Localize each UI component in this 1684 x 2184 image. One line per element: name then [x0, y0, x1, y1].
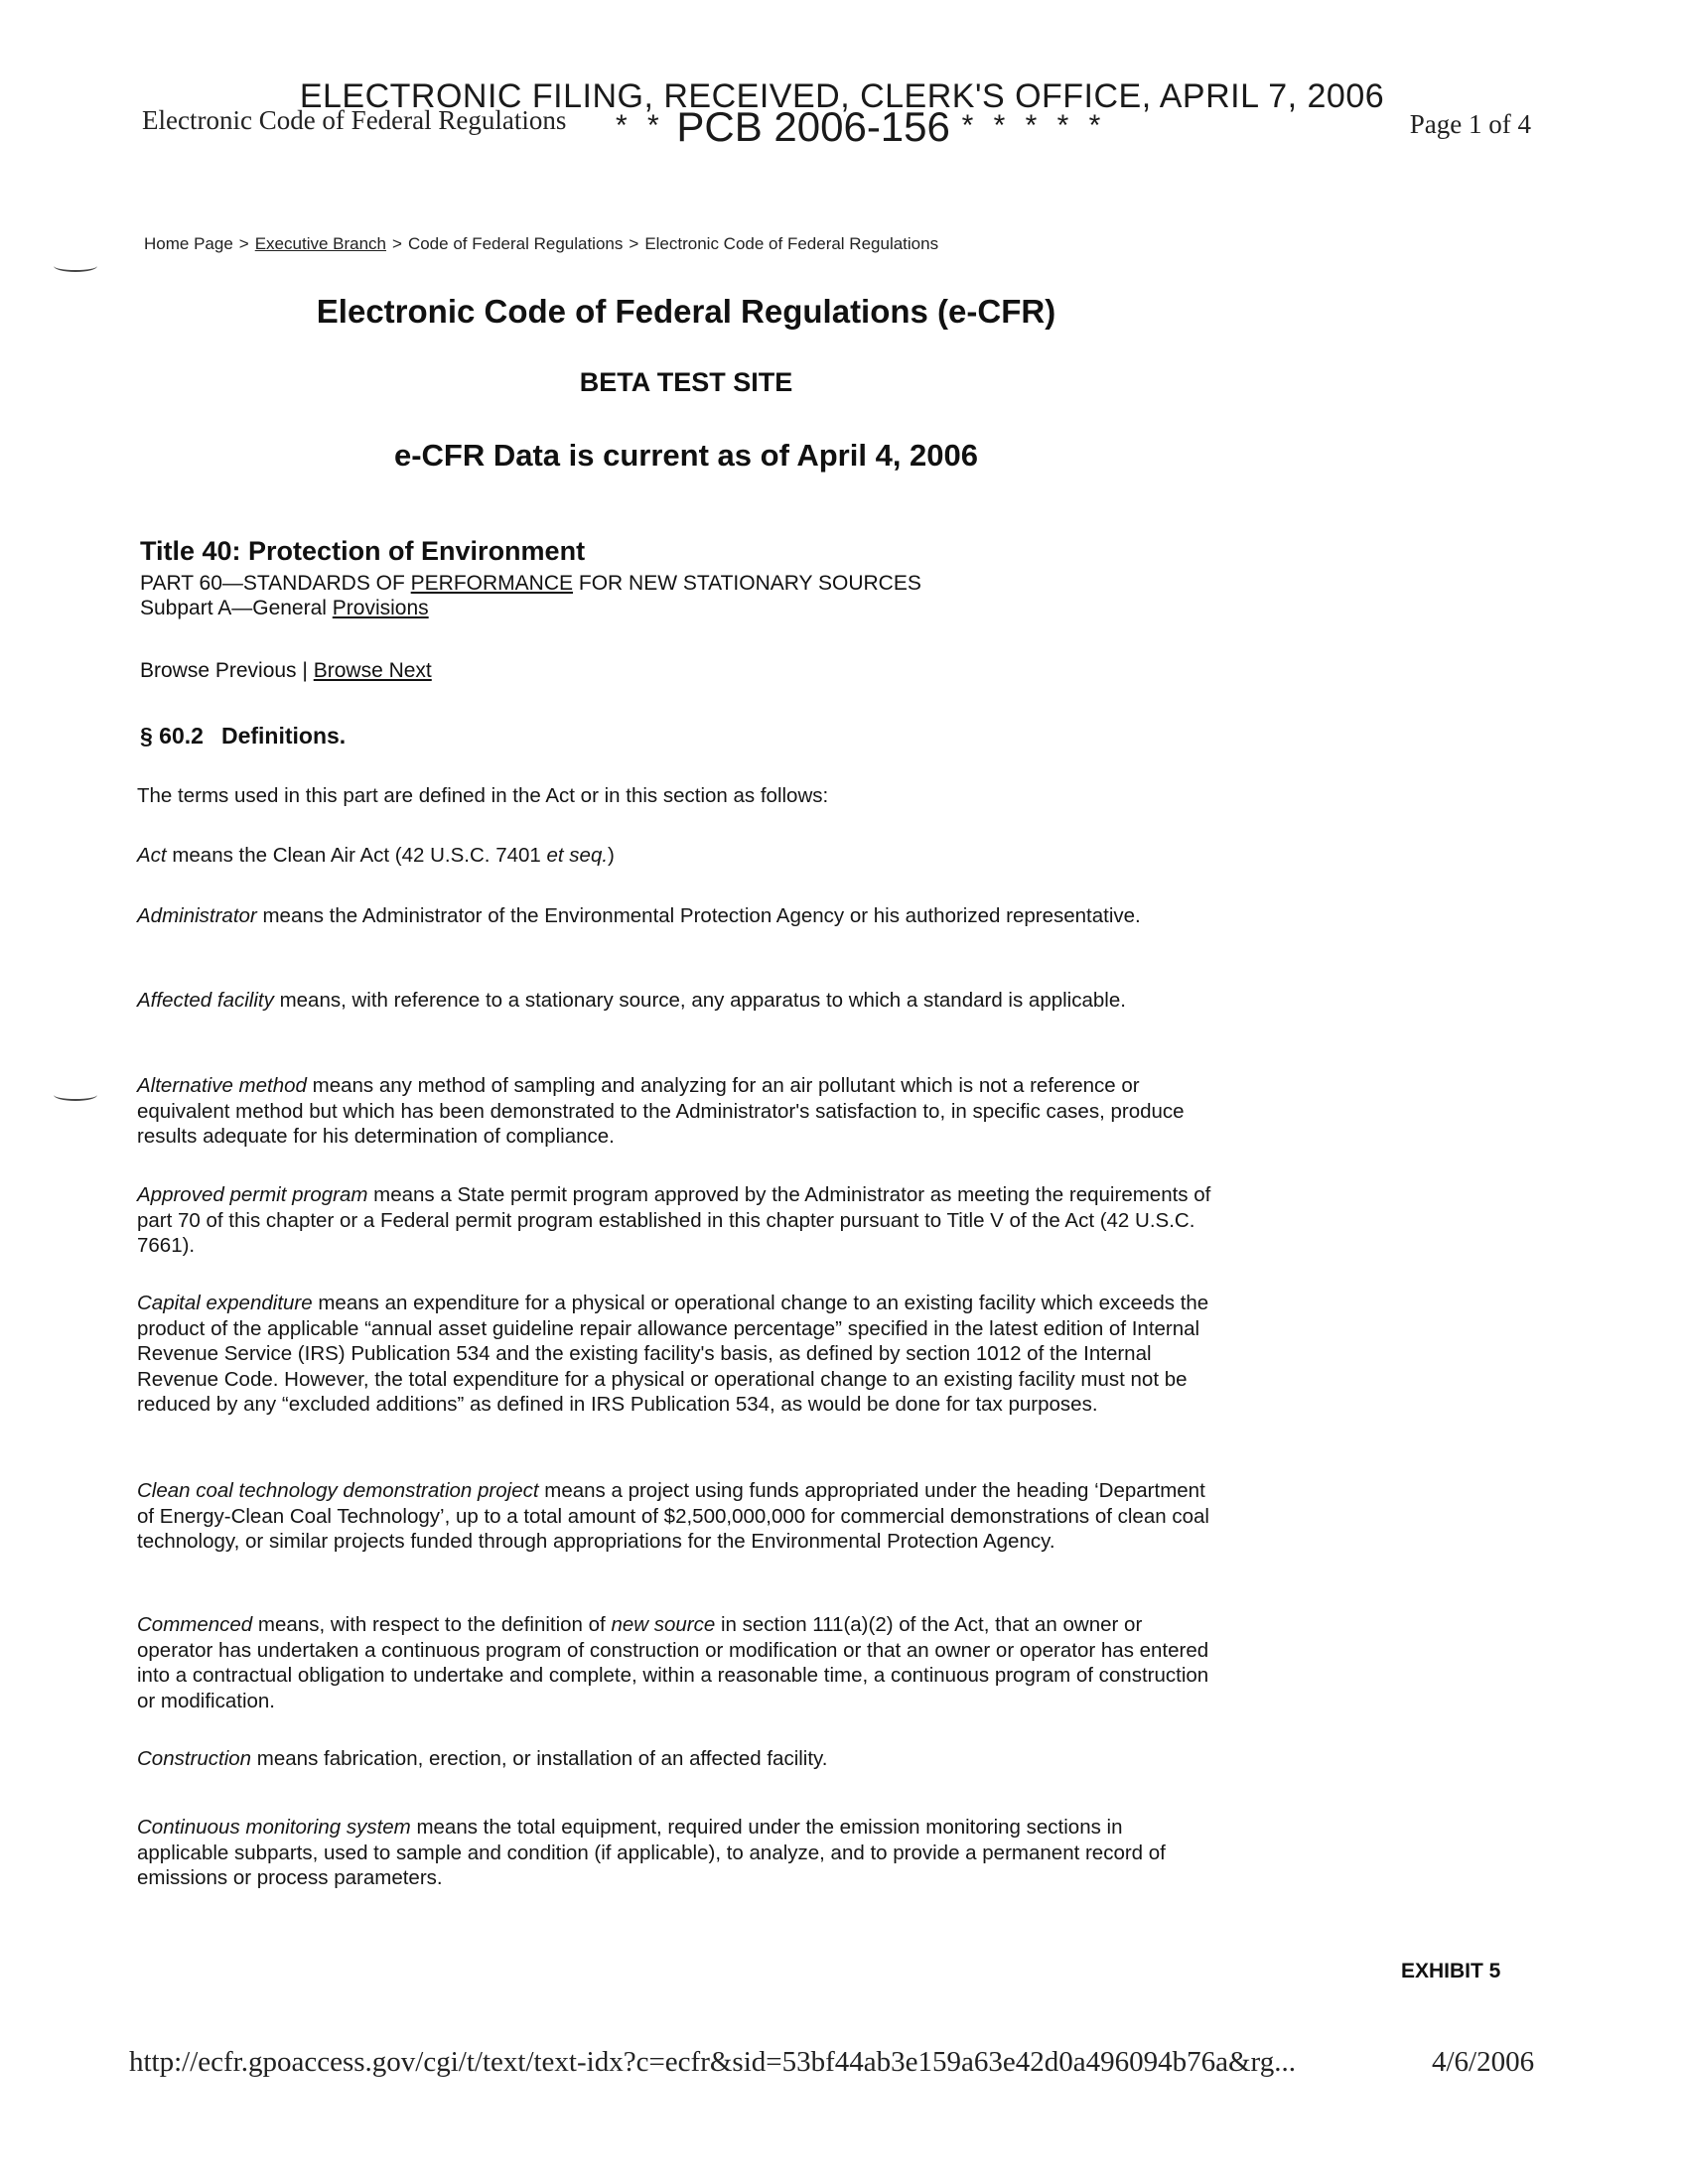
definition-text: means the total equipment, required under the emission monitoring sections in applicable subparts, used to sample and condition (if applicable), to analyze, and to provide a permanent record of emissions or process parameters. [137, 1816, 1166, 1889]
breadcrumb-separator: > [392, 234, 402, 253]
definition-text: means a State permit program approved by the Administrator as meeting the requirements of part 70 of this chapter or a Federal permit program established in this chapter pursuant to Title V of the Act (42 U.S.C. 7661). [137, 1183, 1211, 1257]
scan-mark [54, 1089, 97, 1101]
pcb-stamp [616, 103, 1106, 151]
definition-paragraph [137, 1746, 1219, 1772]
defined-term: Continuous monitoring system [137, 1816, 411, 1839]
definition-text: means an expenditure for a physical or operational change to an existing facility which exceeds the product of the applicable “annual asset guideline repair allowance percentage” specified in the latest edition of Internal Revenue Service (IRS) Publication 534 and the existing facility's basis, as defined by section 1012 of the Internal Revenue Code. However, the total expenditure for a physical or operational change to an existing facility must not be reduced by any “excluded additions” as defined in IRS Publication 534, as would be done for tax purposes. [137, 1292, 1209, 1416]
breadcrumb-current: Electronic Code of Federal Regulations [644, 234, 939, 253]
breadcrumb-home-link[interactable]: Home Page [144, 234, 233, 253]
defined-term: Affected facility [137, 989, 274, 1012]
definition-text: means, with respect to the definition of [252, 1613, 612, 1636]
section-intro: The terms used in this part are defined in the Act or in this section as follows: [137, 784, 829, 807]
definition-paragraph [137, 1073, 1219, 1150]
definition-text: means the Clean Air Act (42 U.S.C. 7401 [166, 844, 547, 867]
definition-text: means a project using funds appropriated under the heading ‘Department of Energy-Clean Coal Technology’, up to a total amount of $2,500,000,000 for commercial demonstrations of clean coal technology, or similar projects funded through appropriations for the Environmental Protection Agency. [137, 1479, 1209, 1553]
defined-term: Alternative method [137, 1074, 307, 1097]
browse-divider: | [302, 659, 308, 682]
browse-previous-link[interactable]: Browse Previous [140, 659, 297, 682]
defined-term: Capital expenditure [137, 1292, 313, 1314]
data-currency-note: e-CFR Data is current as of April 4, 2006 [393, 438, 979, 473]
definition-paragraph [137, 1478, 1219, 1555]
exhibit-label: EXHIBIT 5 [1401, 1960, 1501, 1982]
definition-paragraph [137, 1182, 1219, 1259]
defined-term: Administrator [137, 904, 257, 927]
definition-text: ) [608, 844, 615, 867]
definition-paragraph [137, 1291, 1219, 1418]
cfr-title-heading: Title 40: Protection of Environment [140, 536, 586, 566]
defined-term: Construction [137, 1747, 252, 1770]
definition-paragraph [137, 843, 1219, 869]
defined-term: Commenced [137, 1613, 253, 1636]
subpart-link[interactable]: Provisions [332, 597, 429, 619]
browse-next-link[interactable]: Browse Next [313, 659, 432, 682]
print-footer-date: 4/6/2006 [1432, 2046, 1535, 2078]
definition-paragraph [137, 1612, 1219, 1713]
part-heading [140, 572, 921, 596]
definition-text: in section 111(a)(2) of the Act, that an owner or operator has undertaken a continuous program of construction or modification or that an owner or operator has entered into a contractual obligation to undertake and complete, within a reasonable time, a continuous program of construction or modification. [137, 1613, 1209, 1712]
section-number: § 60.2 [140, 723, 204, 749]
definition-text: means fabrication, erection, or installation of an affected facility. [251, 1747, 828, 1770]
print-header-title: Electronic Code of Federal Regulations [142, 105, 567, 135]
section-heading [140, 723, 346, 750]
subpart-prefix: Subpart A—General [140, 597, 333, 619]
definition-paragraph [137, 1815, 1219, 1891]
subpart-heading [140, 597, 429, 620]
breadcrumb-cfr-link[interactable]: Code of Federal Regulations [407, 234, 624, 253]
browse-nav [140, 659, 432, 683]
print-footer-url: http://ecfr.gpoaccess.gov/cgi/t/text/text-idx?c=ecfr&sid=53bf44ab3e159a63e42d0a496094b76a&rg... [129, 2046, 1296, 2078]
breadcrumb-executive-branch-link[interactable]: Executive Branch [254, 234, 387, 253]
pcb-number: PCB 2006-156 [676, 103, 950, 150]
scan-mark [54, 260, 97, 272]
part-link[interactable]: PERFORMANCE [410, 572, 574, 595]
defined-term: Approved permit program [137, 1183, 368, 1206]
definition-italic: et seq. [546, 844, 609, 867]
breadcrumb-separator: > [629, 234, 639, 253]
breadcrumb [144, 234, 938, 254]
definition-text: means the Administrator of the Environmental Protection Agency or his authorized representative. [256, 904, 1141, 927]
defined-term: Act [137, 844, 167, 867]
definition-paragraph [137, 903, 1219, 929]
page-title: Electronic Code of Federal Regulations (e-CFR) [316, 293, 1056, 330]
section-title: Definitions. [220, 723, 347, 749]
breadcrumb-separator: > [238, 234, 249, 253]
beta-banner: BETA TEST SITE [579, 367, 793, 397]
defined-term: Clean coal technology demonstration project [137, 1479, 539, 1502]
definition-italic: new source [611, 1613, 716, 1636]
part-suffix: FOR NEW STATIONARY SOURCES [573, 572, 921, 595]
filing-stamp: ELECTRONIC FILING, RECEIVED, CLERK'S OFFICE, APRIL 7, 2006 [299, 77, 1385, 115]
stamp-stars-left: * * [616, 109, 665, 142]
part-prefix: PART 60—STANDARDS OF [140, 572, 411, 595]
definition-text: means any method of sampling and analyzing for an air pollutant which is not a reference or equivalent method but which has been demonstrated to the Administrator's satisfaction to, in specific cases, produce results adequate for his determination of compliance. [137, 1074, 1185, 1148]
stamp-stars-right: * * * * * [961, 109, 1107, 142]
definition-paragraph [137, 988, 1219, 1014]
definition-text: means, with reference to a stationary source, any apparatus to which a standard is applicable. [273, 989, 1126, 1012]
page-number: Page 1 of 4 [1409, 109, 1531, 139]
